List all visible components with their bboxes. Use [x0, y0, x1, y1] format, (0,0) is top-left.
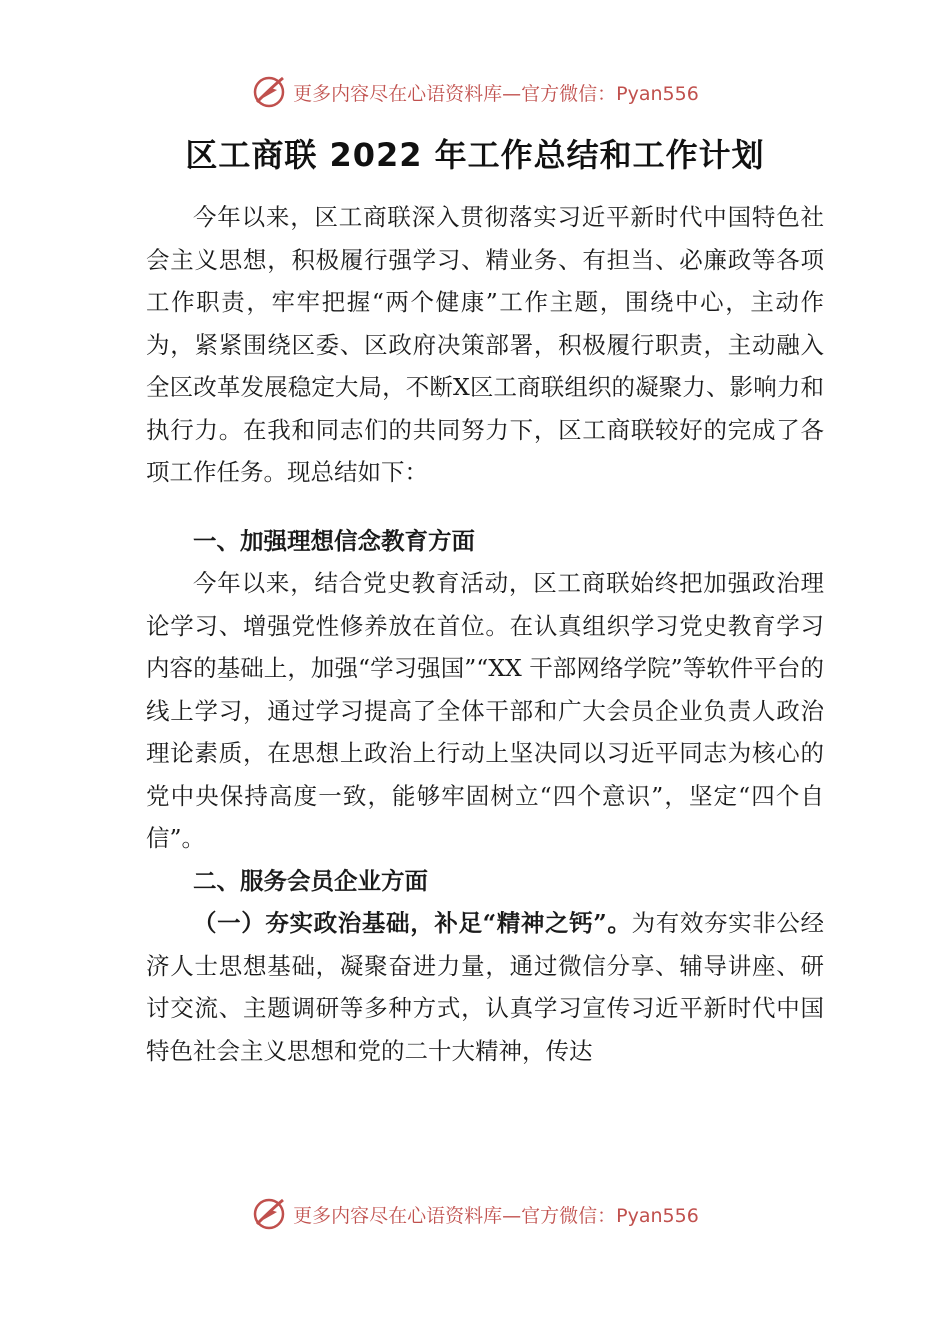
document-body — [146, 196, 824, 1072]
watermark-text: 更多内容尽在心语资料库—官方微信：Pyan556 — [293, 82, 699, 105]
section1-paragraph: 今年以来，结合党史教育活动，区工商联始终把加强政治理论学习、增强党性修养放在首位。在认真组织学习党史教育学习内容的基础上，加强“学习强国”“XX 干部网络学院”等软件平台的线上学习，通过学习提高了全体干部和广大会员企业负责人政治理论素质，在思想上政治上行动上坚决同以习近平同志为核心的党中央保持高度一致，能够牢固树立“四个意识”，坚定“四个自信”。 — [146, 569, 824, 852]
section2-sub-body: 为有效夯实非公经济人士思想基础，凝聚奋进力量，通过微信分享、辅导讲座、研讨交流、主题调研等多种方式，认真学习宣传习近平新时代中国特色社会主义思想和党的二十大精神，传达 — [146, 909, 824, 1065]
section1-heading: 一、加强理想信念教育方面 — [193, 526, 475, 555]
footer-watermark — [0, 1192, 950, 1236]
watermark-text: 更多内容尽在心语资料库—官方微信：Pyan556 — [293, 1204, 699, 1227]
section2-sub-heading: （一）夯实政治基础，补足“精神之钙”。 — [193, 909, 632, 937]
section2-heading: 二、服务会员企业方面 — [193, 866, 428, 895]
quill-seal-logo-icon — [251, 1196, 287, 1232]
intro-paragraph: 今年以来，区工商联深入贯彻落实习近平新时代中国特色社会主义思想，积极履行强学习、精业务、有担当、必廉政等各项工作职责，牢牢把握“两个健康”工作主题，围绕中心，主动作为，紧紧围绕区委、区政府决策部署，积极履行职责，主动融入全区改革发展稳定大局，不断X区工商联组织的凝聚力、影响力和执行力。在我和同志们的共同努力下，区工商联较好的完成了各项工作任务。现总结如下： — [146, 203, 824, 486]
page-title: 区工商联 2022 年工作总结和工作计划 — [185, 136, 765, 174]
header-watermark — [0, 70, 950, 114]
quill-seal-logo-icon — [251, 74, 287, 110]
section2-sub-paragraph — [146, 902, 824, 1072]
